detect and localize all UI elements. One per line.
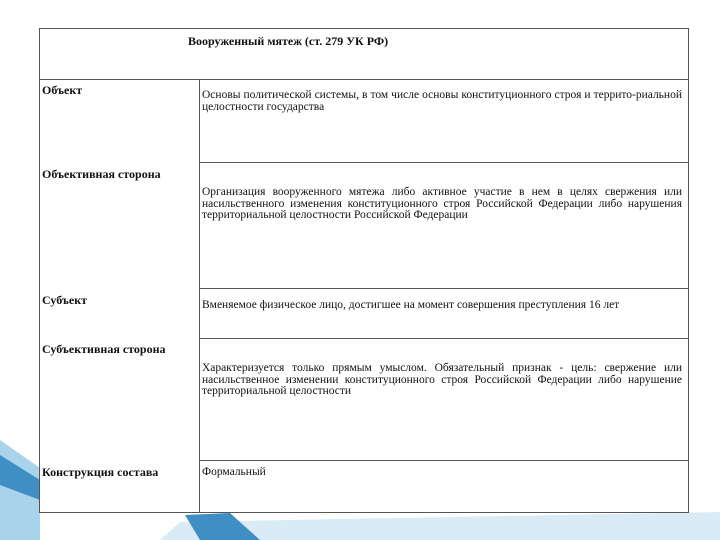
bottom-band-light <box>160 512 720 540</box>
row-label-subject: Субъект <box>42 293 88 307</box>
row-label-composition: Конструкция состава <box>42 465 159 479</box>
corner-dark-shape <box>0 455 40 500</box>
row-divider <box>199 288 688 289</box>
row-content-objective-side: Организация вооруженного мятежа либо активное участие в нем в целях свержения или насильственного изменения конституционного строя Российской Федерации либо нарушения территориальной целостности Российской Федерации <box>202 186 682 221</box>
row-content-composition: Формальный <box>202 466 266 478</box>
row-label-object: Объект <box>42 83 83 97</box>
table-title-row <box>40 29 688 80</box>
column-divider <box>199 80 200 512</box>
row-divider <box>199 338 688 339</box>
crime-table <box>39 28 689 513</box>
table-title: Вооруженный мятеж (ст. 279 УК РФ) <box>188 34 389 48</box>
row-label-subjective-side: Субъективная сторона <box>42 342 166 356</box>
row-content-subjective-side: Характеризуется только прямым умыслом. Обязательный признак - цель: свержение или насильственное изменении конституционного строя Российской Федерации либо нарушение территориальной целостности <box>202 362 682 397</box>
row-content-object: Основы политической системы, в том числе основы конституционного строя и террито-риальной целостности государства <box>202 89 682 113</box>
row-divider <box>199 162 688 163</box>
row-divider <box>199 460 688 461</box>
bottom-band-dark <box>185 513 260 540</box>
corner-light-shape <box>0 440 40 540</box>
row-label-objective-side: Объективная сторона <box>42 167 161 181</box>
row-content-subject: Вменяемое физическое лицо, достигшее на момент совершения преступления 16 лет <box>202 299 620 311</box>
